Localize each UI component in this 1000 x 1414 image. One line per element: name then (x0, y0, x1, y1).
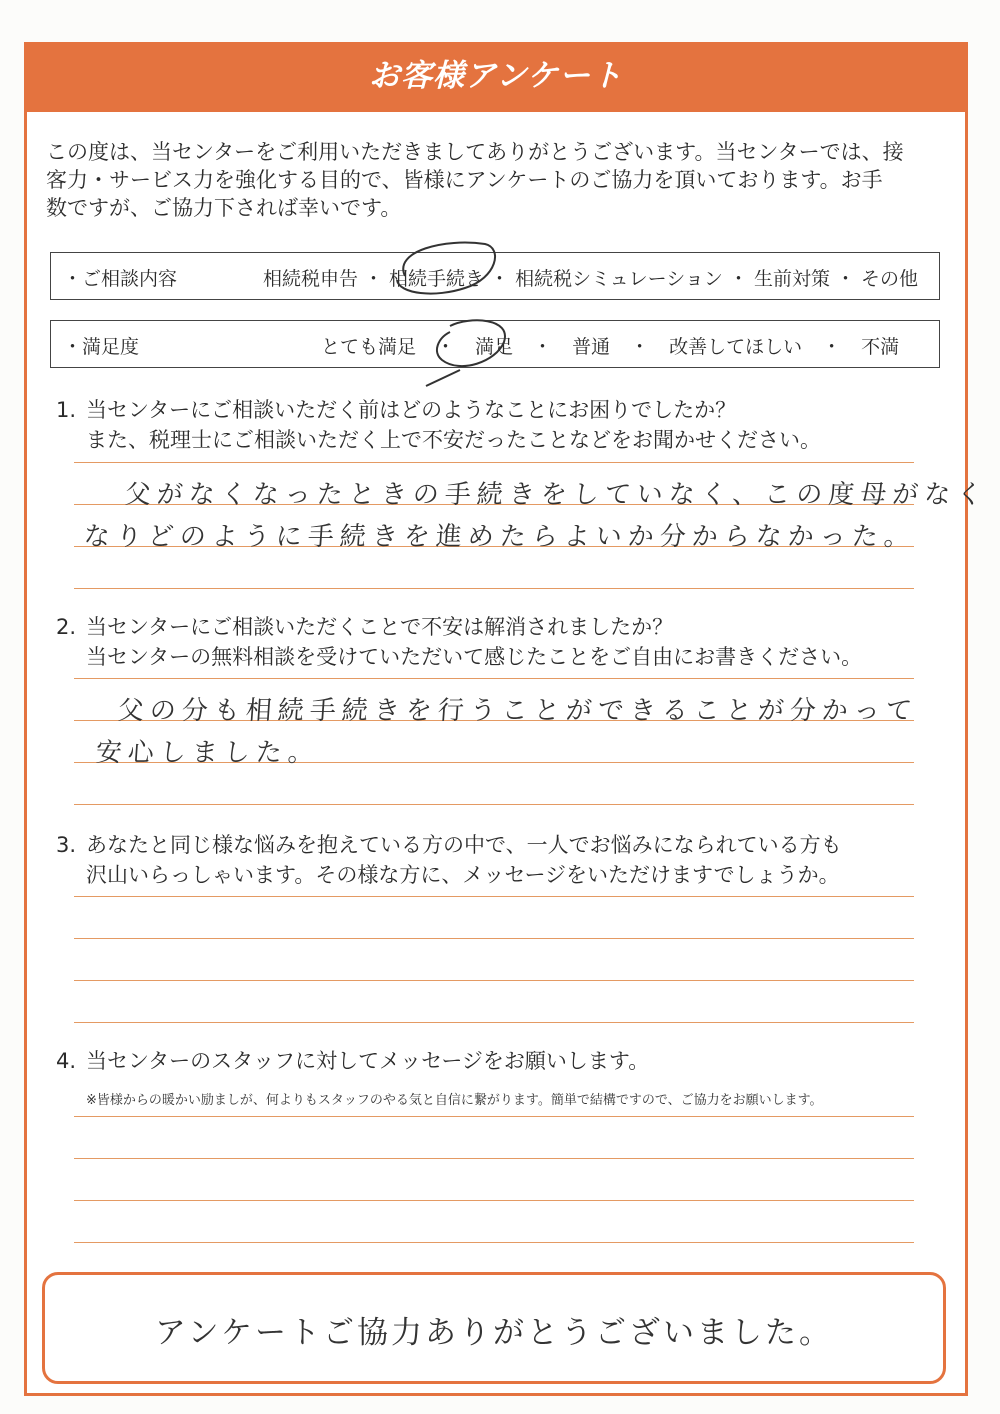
question-text: 当センターのスタッフに対してメッセージをお願いします。 (86, 1049, 650, 1073)
handwritten-answer: なりどのように手続きを進めたらよいか分からなかった。 (82, 522, 917, 552)
thanks-message: アンケートご協力ありがとうございました。 (154, 1315, 834, 1351)
question-text: 沢山いらっしゃいます。その様な方に、メッセージをいただけますでしょうか。 (86, 863, 840, 887)
separator: ・ (364, 268, 384, 290)
survey-header (24, 42, 968, 112)
consultation-option-other[interactable]: その他 (860, 268, 918, 290)
question-text: 当センターにご相談いただくことで不安は解消されましたか？ (86, 615, 674, 639)
answer-line (74, 980, 914, 981)
question-1 (56, 395, 956, 455)
question-text: 当センターにご相談いただく前はどのようなことにお困りでしたか？ (86, 398, 737, 422)
answer-line (74, 678, 914, 679)
satisfaction-options (321, 332, 899, 359)
consultation-label: ・ご相談内容 (63, 268, 178, 290)
consultation-option-pre-death[interactable]: 生前対策 (753, 268, 830, 290)
intro-line: この度は、当センターをご利用いただきましてありがとうございます。当センターでは、接 (46, 140, 904, 164)
answer-line (74, 1116, 914, 1117)
satisfaction-option-dissatisfied[interactable]: 不満 (861, 336, 900, 358)
separator: ・ (630, 336, 650, 358)
answer-line (74, 462, 914, 463)
question-text: また、税理士にご相談いただく上で不安だったことなどをお聞かせください。 (86, 428, 821, 452)
answer-line (74, 938, 914, 939)
separator: ・ (835, 268, 855, 290)
question-3 (56, 830, 956, 890)
separator: ・ (822, 336, 842, 358)
satisfaction-option-improve[interactable]: 改善してほしい (669, 336, 803, 358)
consultation-options (263, 264, 918, 291)
question-text: 当センターの無料相談を受けていただいて感じたことをご自由にお書きください。 (86, 645, 863, 669)
answer-line (74, 896, 914, 897)
separator: ・ (728, 268, 748, 290)
separator: ・ (436, 336, 456, 358)
satisfaction-label: ・満足度 (63, 336, 140, 358)
intro-text (46, 138, 946, 222)
intro-line: 客力・サービス力を強化する目的で、皆様にアンケートのご協力を頂いております。お手 (46, 168, 883, 192)
selection-circle-icon (420, 312, 520, 392)
handwritten-answer: 父がなくなったときの手続きをしていなく、この度母がなく (123, 480, 990, 510)
separator: ・ (490, 268, 510, 290)
answer-line (74, 1242, 914, 1243)
question-number: 4. (56, 1049, 77, 1073)
answer-line (74, 804, 914, 805)
answer-line (74, 1200, 914, 1201)
question-4 (56, 1046, 956, 1076)
question-number: 1. (56, 398, 77, 422)
handwritten-answer: 父の分も相続手続きを行うことができることが分かって (116, 696, 919, 726)
consultation-option-procedures[interactable]: 相続手続き (389, 268, 485, 290)
selection-circle-icon (385, 236, 505, 306)
question-number: 3. (56, 833, 77, 857)
satisfaction-option-satisfied[interactable]: 満足 (475, 336, 514, 358)
answer-line (74, 588, 914, 589)
answer-line (74, 1022, 914, 1023)
survey-title: お客様アンケート (368, 58, 624, 94)
separator: ・ (533, 336, 553, 358)
question-2 (56, 612, 956, 672)
question-note: ※皆様からの暖かい励ましが、何よりもスタッフのやる気と自信に繋がります。簡単で結構ですので、ご協力をお願いします。 (86, 1093, 823, 1108)
intro-line: 数ですが、ご協力下されば幸いです。 (46, 196, 402, 220)
question-text: あなたと同じ様な悩みを抱えている方の中で、一人でお悩みになられている方も (86, 833, 842, 857)
handwritten-answer: 安心しました。 (94, 738, 321, 768)
consultation-option-tax-return[interactable]: 相続税申告 (263, 268, 359, 290)
answer-line (74, 1158, 914, 1159)
satisfaction-option-very[interactable]: とても満足 (321, 336, 417, 358)
satisfaction-option-normal[interactable]: 普通 (572, 336, 611, 358)
consultation-option-simulation[interactable]: 相続税シミュレーション (515, 268, 723, 290)
thanks-box (42, 1272, 946, 1384)
question-number: 2. (56, 615, 77, 639)
